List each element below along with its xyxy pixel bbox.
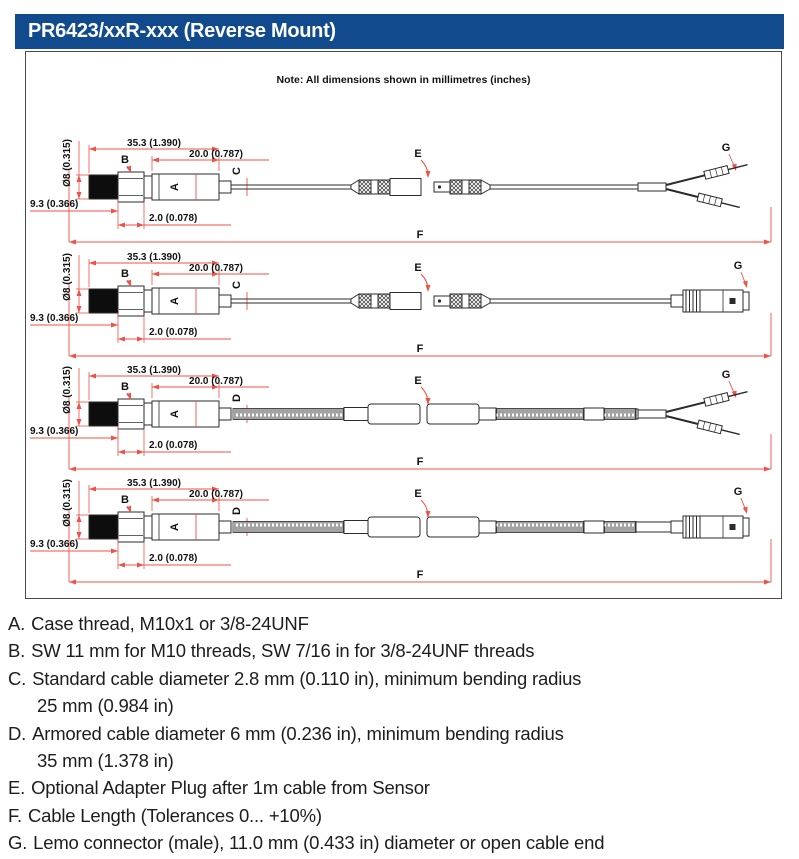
legend-item-C-line2: 25 mm (0.984 in) (37, 695, 174, 717)
label-wrench-B: B (121, 381, 129, 393)
legend-item-F (8, 802, 789, 829)
label-wrench-B: B (121, 154, 129, 166)
dim-body-length: 20.0 (0.787) (189, 263, 243, 274)
dim-tip-length: 9.3 (0.366) (30, 199, 79, 210)
label-cable-length-F: F (416, 343, 424, 355)
legend-item-D (8, 720, 789, 747)
legend-item-D-line2: 35 mm (1.378 in) (37, 750, 174, 772)
legend-key: C. (8, 667, 27, 689)
legend-item-B (8, 637, 789, 664)
legend-text: Case thread, M10x1 or 3/8-24UNF (31, 613, 309, 634)
section-header (15, 14, 784, 49)
label-adapter-E: E (414, 148, 422, 160)
dim-thread-gap: 2.0 (0.078) (149, 327, 198, 338)
legend-key: B. (8, 640, 26, 662)
dim-total-length: 35.3 (1.390) (127, 365, 181, 376)
legend-text: SW 11 mm for M10 threads, SW 7/16 in for 3/8-24UNF threads (31, 640, 535, 662)
dim-total-length: 35.3 (1.390) (127, 252, 181, 263)
legend-key: A. (8, 613, 26, 634)
label-case-thread-A: A (169, 523, 181, 531)
technical-diagram (26, 52, 781, 596)
label-cable-D: D (231, 507, 243, 515)
dim-diameter: Ø8 (0.315) (62, 139, 73, 187)
legend-item-G (8, 829, 789, 856)
label-end-G: G (721, 142, 731, 154)
legend-key: D. (8, 722, 27, 744)
label-cable-C: C (231, 167, 243, 175)
dim-thread-gap: 2.0 (0.078) (149, 213, 198, 224)
diagram-row-armored-cable-open-end (30, 365, 771, 472)
label-case-thread-A: A (169, 297, 181, 305)
dim-thread-gap: 2.0 (0.078) (149, 553, 198, 564)
dim-diameter: Ø8 (0.315) (62, 253, 73, 301)
legend-item-E (8, 774, 789, 801)
label-adapter-E: E (414, 375, 422, 387)
legend-text: Armored cable diameter 6 mm (0.236 in), minimum bending radius (32, 722, 564, 744)
label-case-thread-A: A (169, 410, 181, 418)
legend-text: Lemo connector (male), 11.0 mm (0.433 in) diameter or open cable end (33, 832, 605, 854)
diagram-row-armored-cable-lemo (30, 478, 771, 585)
page-title: PR6423/xxR-xxx (Reverse Mount) (28, 20, 336, 42)
diagram-panel (25, 51, 782, 599)
label-adapter-E: E (414, 262, 422, 274)
label-cable-length-F: F (416, 229, 424, 241)
dim-body-length: 20.0 (0.787) (189, 376, 243, 387)
dim-tip-length: 9.3 (0.366) (30, 426, 79, 437)
label-wrench-B: B (121, 494, 129, 506)
label-cable-length-F: F (416, 569, 424, 581)
dim-total-length: 35.3 (1.390) (127, 138, 181, 149)
label-end-G: G (733, 486, 743, 498)
dim-tip-length: 9.3 (0.366) (30, 539, 79, 550)
diagram-row-standard-cable-open-end (30, 138, 771, 245)
dim-tip-length: 9.3 (0.366) (30, 313, 79, 324)
legend-key: F. (8, 804, 22, 826)
label-cable-length-F: F (416, 456, 424, 468)
legend-key: G. (8, 832, 28, 854)
dim-total-length: 35.3 (1.390) (127, 478, 181, 489)
legend-text: Standard cable diameter 2.8 mm (0.110 in), minimum bending radius (32, 667, 582, 689)
legend-item-A (8, 610, 789, 637)
label-cable-C: C (231, 281, 243, 289)
legend-text: Optional Adapter Plug after 1m cable from Sensor (31, 777, 430, 799)
dim-body-length: 20.0 (0.787) (189, 489, 243, 500)
label-adapter-E: E (414, 488, 422, 500)
label-end-G: G (733, 260, 743, 272)
diagram-row-standard-cable-lemo (30, 252, 771, 359)
dim-diameter: Ø8 (0.315) (62, 479, 73, 527)
legend-text: Cable Length (Tolerances 0... +10%) (28, 804, 322, 826)
legend (8, 610, 789, 857)
legend-key: E. (8, 777, 26, 799)
label-wrench-B: B (121, 268, 129, 280)
label-cable-D: D (231, 394, 243, 402)
dim-body-length: 20.0 (0.787) (189, 149, 243, 160)
label-case-thread-A: A (169, 183, 181, 191)
dim-diameter: Ø8 (0.315) (62, 366, 73, 414)
dimensions-note: Note: All dimensions shown in millimetres (inches) (276, 74, 531, 86)
legend-item-C (8, 665, 789, 692)
dim-thread-gap: 2.0 (0.078) (149, 440, 198, 451)
label-end-G: G (721, 369, 731, 381)
